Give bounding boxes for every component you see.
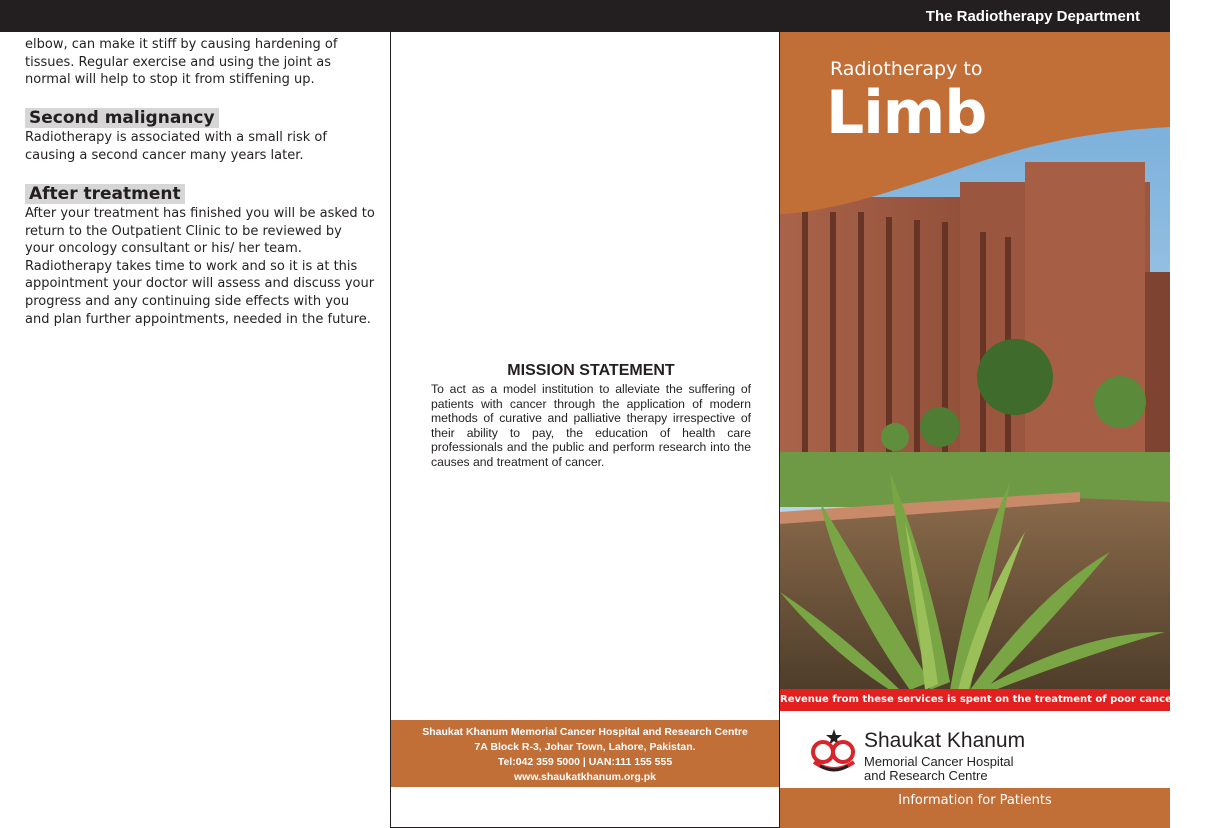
logo-subtitle [864,755,1014,783]
cover-subtitle: Radiotherapy to [830,58,983,80]
section-heading: Second malignancy [25,108,219,128]
mission-title: MISSION STATEMENT [507,362,675,379]
logo-name: Shaukat Khanum [864,729,1026,752]
phone-numbers: Tel:042 359 5000 | UAN:111 155 555 [497,756,673,768]
logo-subtitle-line: and Research Centre [864,768,988,783]
website-url: www.shaukatkhanum.org.pk [514,771,656,783]
left-panel [0,32,390,828]
hospital-name: Shaukat Khanum Memorial Cancer Hospital and Research Centre [422,726,748,738]
street-address: 7A Block R-3, Johar Town, Lahore, Pakistan. [474,741,696,753]
hospital-logo-icon [806,728,862,776]
mission-statement [431,362,751,469]
middle-panel [390,32,780,828]
section-paragraph: Radiotherapy is associated with a small risk of causing a second cancer many years later. [25,130,327,163]
logo-subtitle-line: Memorial Cancer Hospital [864,754,1014,769]
section-paragraph: Radiotherapy takes time to work and so it is at this appointment your doctor will assess and discuss your progress and any continuing side effects with you and plan further appointments, needed in the future. [25,258,375,327]
address-block [391,720,779,787]
section-after-treatment [25,184,375,328]
top-header-bar [0,0,1170,32]
section-heading: After treatment [25,184,185,204]
cover-title: Limb [826,78,987,148]
cover-panel [780,32,1231,828]
department-title: The Radiotherapy Department [925,8,1140,25]
revenue-notice: Revenue from these services is spent on the treatment of poor cancer patients. [780,689,1170,711]
section-paragraph: After your treatment has finished you will be asked to return to the Outpatient Clinic to be reviewed by your oncology consultant or his/ her team. [25,206,375,257]
intro-paragraph: elbow, can make it stiff by causing hardening of tissues. Regular exercise and using the joint as normal will help to stop it from stiffening up. [25,37,338,88]
mission-text: To act as a model institution to alleviate the suffering of patients with cancer through the application of modern methods of curative and palliative therapy irrespective of their ability to pay, the education of health care professionals and the public and perform research into the causes and treatment of cancer. [431,382,751,469]
hospital-logo-block [780,711,1170,788]
information-for-patients-bar: Information for Patients [780,788,1170,828]
section-second-malignancy [25,108,375,164]
